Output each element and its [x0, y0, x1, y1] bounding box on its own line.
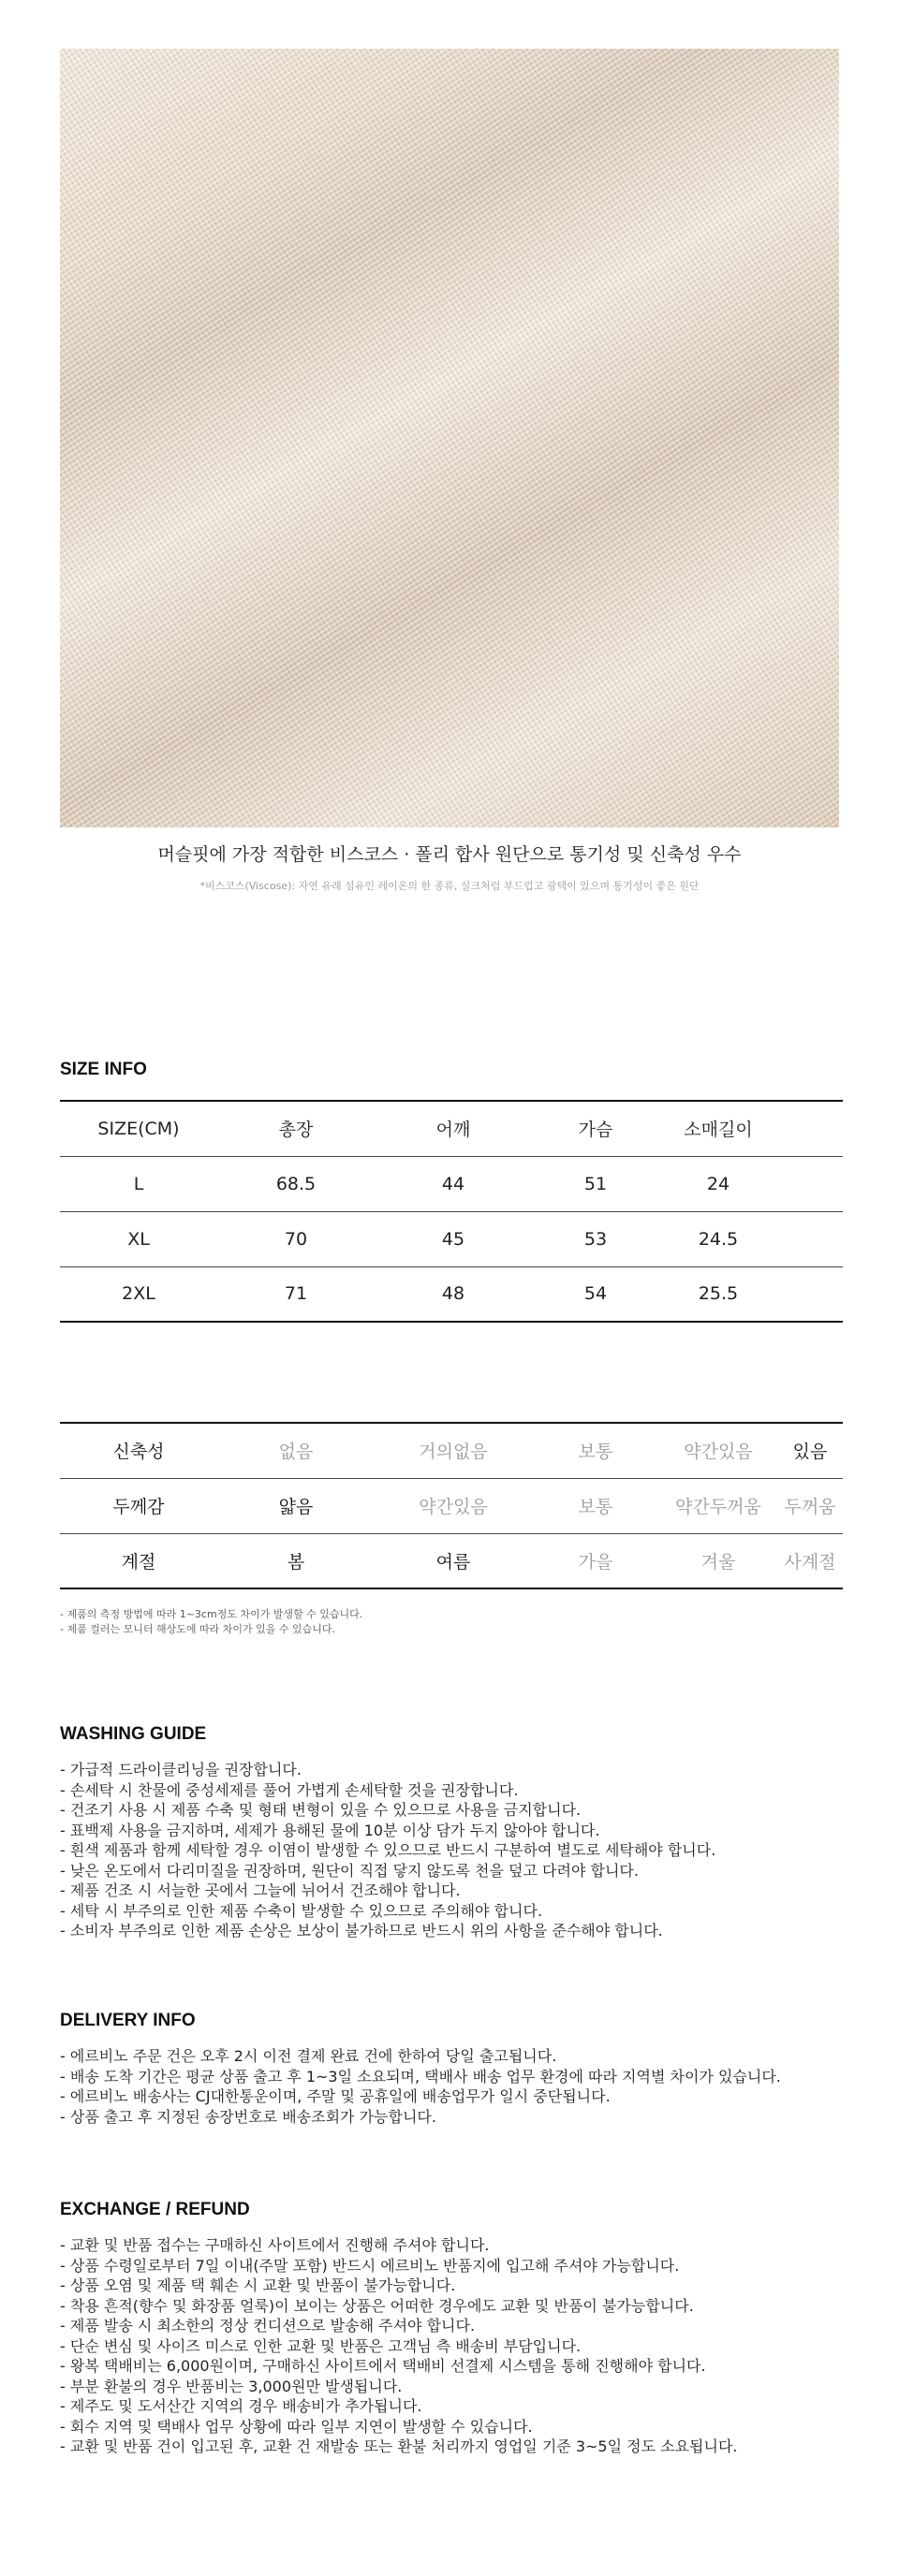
attribute-table — [60, 1422, 843, 1589]
size-cell: 25.5 — [659, 1266, 777, 1322]
attribute-option: 겨울 — [659, 1533, 777, 1588]
list-item: - 배송 도착 기간은 평균 상품 출고 후 1~3일 소요되며, 택배사 배송 업무 환경에 따라 지역별 차이가 있습니다. — [60, 2067, 781, 2086]
fabric-subcaption: *비스코스(Viscose): 자연 유래 섬유인 레이온의 한 종류, 실크처럼 부드럽고 광택이 있으며 통기성이 좋은 원단 — [199, 880, 700, 892]
table-row — [60, 1156, 843, 1211]
list-item: - 가급적 드라이클리닝을 권장합니다. — [60, 1761, 302, 1778]
list-item: - 낮은 온도에서 다리미질을 권장하며, 원단이 직접 닿지 않도록 천을 덮고 다려야 합니다. — [60, 1861, 639, 1880]
list-item: - 교환 및 반품 접수는 구매하신 사이트에서 진행해 주셔야 합니다. — [60, 2236, 490, 2254]
fabric-caption: 머슬핏에 가장 적합한 비스코스 · 폴리 합사 원단으로 통기성 및 신축성 우수 — [157, 844, 742, 865]
delivery-info-title: DELIVERY INFO — [60, 2011, 196, 2030]
attribute-option-selected: 있음 — [777, 1423, 843, 1478]
size-cell: 24.5 — [659, 1211, 777, 1266]
list-item: - 에르비노 주문 건은 오후 2시 이전 결제 완료 건에 한하여 당일 출고됩니다. — [60, 2047, 557, 2065]
size-spacer-cell — [777, 1211, 843, 1266]
attribute-option: 약간있음 — [375, 1478, 532, 1533]
size-header-cell: SIZE(CM) — [60, 1101, 217, 1156]
fabric-closeup-image — [60, 49, 839, 827]
exchange-refund-title: EXCHANGE / REFUND — [60, 2200, 250, 2219]
list-item: - 교환 및 반품 건이 입고된 후, 교환 건 재발송 또는 환불 처리까지 영업일 기준 3~5일 정도 소요됩니다. — [60, 2437, 738, 2455]
size-spacer-cell — [777, 1101, 843, 1156]
list-item: - 흰색 제품과 함께 세탁할 경우 이염이 발생할 수 있으므로 반드시 구분하여 별도로 세탁해야 합니다. — [60, 1841, 716, 1859]
attribute-option: 거의없음 — [375, 1423, 532, 1478]
attribute-row-season — [60, 1533, 843, 1588]
size-table — [60, 1100, 843, 1323]
size-header-cell: 가슴 — [532, 1101, 659, 1156]
measurement-notes — [60, 1607, 362, 1637]
list-item: - 상품 수령일로부터 7일 이내(주말 포함) 반드시 에르비노 반품지에 입고해 주셔야 가능합니다. — [60, 2256, 680, 2275]
list-item: - 단순 변심 및 사이즈 미스로 인한 교환 및 반품은 고객님 측 배송비 부담입니다. — [60, 2336, 582, 2355]
size-header-cell: 어깨 — [375, 1101, 532, 1156]
list-item: - 왕복 택배비는 6,000원이며, 구매하신 사이트에서 택배비 선결제 시스템을 통해 진행해야 합니다. — [60, 2357, 706, 2375]
size-spacer-cell — [777, 1156, 843, 1211]
list-item: - 부분 환불의 경우 반품비는 3,000원만 발생됩니다. — [60, 2377, 403, 2395]
size-header-cell: 소매길이 — [659, 1101, 777, 1156]
size-cell: 44 — [375, 1156, 532, 1211]
attribute-row-stretch — [60, 1423, 843, 1478]
size-cell: 71 — [217, 1266, 375, 1322]
attribute-label: 두께감 — [60, 1478, 217, 1533]
attribute-option: 가을 — [532, 1533, 659, 1588]
note-line: - 제품 컬러는 모니터 해상도에 따라 차이가 있을 수 있습니다. — [60, 1623, 335, 1635]
delivery-info-list — [60, 2046, 781, 2127]
size-cell: 51 — [532, 1156, 659, 1211]
list-item: - 에르비노 배송사는 CJ대한통운이며, 주말 및 공휴일에 배송업무가 일시 중단됩니다. — [60, 2087, 611, 2105]
attribute-option-selected: 얇음 — [217, 1478, 375, 1533]
size-cell: 48 — [375, 1266, 532, 1322]
attribute-row-thickness — [60, 1478, 843, 1533]
attribute-option: 약간두꺼움 — [659, 1478, 777, 1533]
attribute-option: 약간있음 — [659, 1423, 777, 1478]
size-cell: 2XL — [60, 1266, 217, 1322]
size-cell: 53 — [532, 1211, 659, 1266]
size-cell: 24 — [659, 1156, 777, 1211]
size-cell: 54 — [532, 1266, 659, 1322]
size-cell: 45 — [375, 1211, 532, 1266]
table-row — [60, 1211, 843, 1266]
list-item: - 착용 흔적(향수 및 화장품 얼룩)이 보이는 상품은 어떠한 경우에도 교환 및 반품이 불가능합니다. — [60, 2296, 694, 2315]
size-cell: L — [60, 1156, 217, 1211]
attribute-option: 없음 — [217, 1423, 375, 1478]
size-info-title: SIZE INFO — [60, 1060, 147, 1079]
exchange-refund-list — [60, 2235, 738, 2457]
attribute-label: 신축성 — [60, 1423, 217, 1478]
attribute-option: 사계절 — [777, 1533, 843, 1588]
attribute-option: 보통 — [532, 1478, 659, 1533]
list-item: - 손세탁 시 찬물에 중성세제를 풀어 가볍게 손세탁할 것을 권장합니다. — [60, 1780, 519, 1799]
list-item: - 회수 지역 및 택배사 업무 상황에 따라 일부 지연이 발생할 수 있습니다. — [60, 2417, 533, 2436]
list-item: - 건조기 사용 시 제품 수축 및 형태 변형이 있을 수 있으므로 사용을 금지합니다. — [60, 1801, 582, 1819]
list-item: - 소비자 부주의로 인한 제품 손상은 보상이 불가하므로 반드시 위의 사항을 준수해야 합니다. — [60, 1922, 663, 1939]
attribute-option-selected: 봄 — [217, 1533, 375, 1588]
size-header-cell: 총장 — [217, 1101, 375, 1156]
list-item: - 제품 건조 시 서늘한 곳에서 그늘에 뉘어서 건조해야 합니다. — [60, 1881, 461, 1899]
size-cell: 68.5 — [217, 1156, 375, 1211]
list-item: - 표백제 사용을 금지하며, 세제가 용해된 물에 10분 이상 담가 두지 않아야 합니다. — [60, 1821, 600, 1839]
note-line: - 제품의 측정 방법에 따라 1~3cm정도 차이가 발생할 수 있습니다. — [60, 1608, 363, 1620]
size-table-header — [60, 1101, 843, 1156]
list-item: - 상품 출고 후 지정된 송장번호로 배송조회가 가능합니다. — [60, 2107, 436, 2126]
washing-guide-title: WASHING GUIDE — [60, 1724, 207, 1744]
list-item: - 제주도 및 도서산간 지역의 경우 배송비가 추가됩니다. — [60, 2397, 422, 2415]
attribute-option-selected: 여름 — [375, 1533, 532, 1588]
size-spacer-cell — [777, 1266, 843, 1322]
size-cell: XL — [60, 1211, 217, 1266]
washing-guide-list — [60, 1760, 715, 1941]
table-row — [60, 1266, 843, 1322]
attribute-label: 계절 — [60, 1533, 217, 1588]
attribute-option: 보통 — [532, 1423, 659, 1478]
list-item: - 상품 오염 및 제품 택 훼손 시 교환 및 반품이 불가능합니다. — [60, 2276, 456, 2294]
list-item: - 세탁 시 부주의로 인한 제품 수축이 발생할 수 있으므로 주의해야 합니다. — [60, 1901, 543, 1920]
attribute-option: 두꺼움 — [777, 1478, 843, 1533]
list-item: - 제품 발송 시 최소한의 정상 컨디션으로 발송해 주셔야 합니다. — [60, 2317, 476, 2334]
size-cell: 70 — [217, 1211, 375, 1266]
